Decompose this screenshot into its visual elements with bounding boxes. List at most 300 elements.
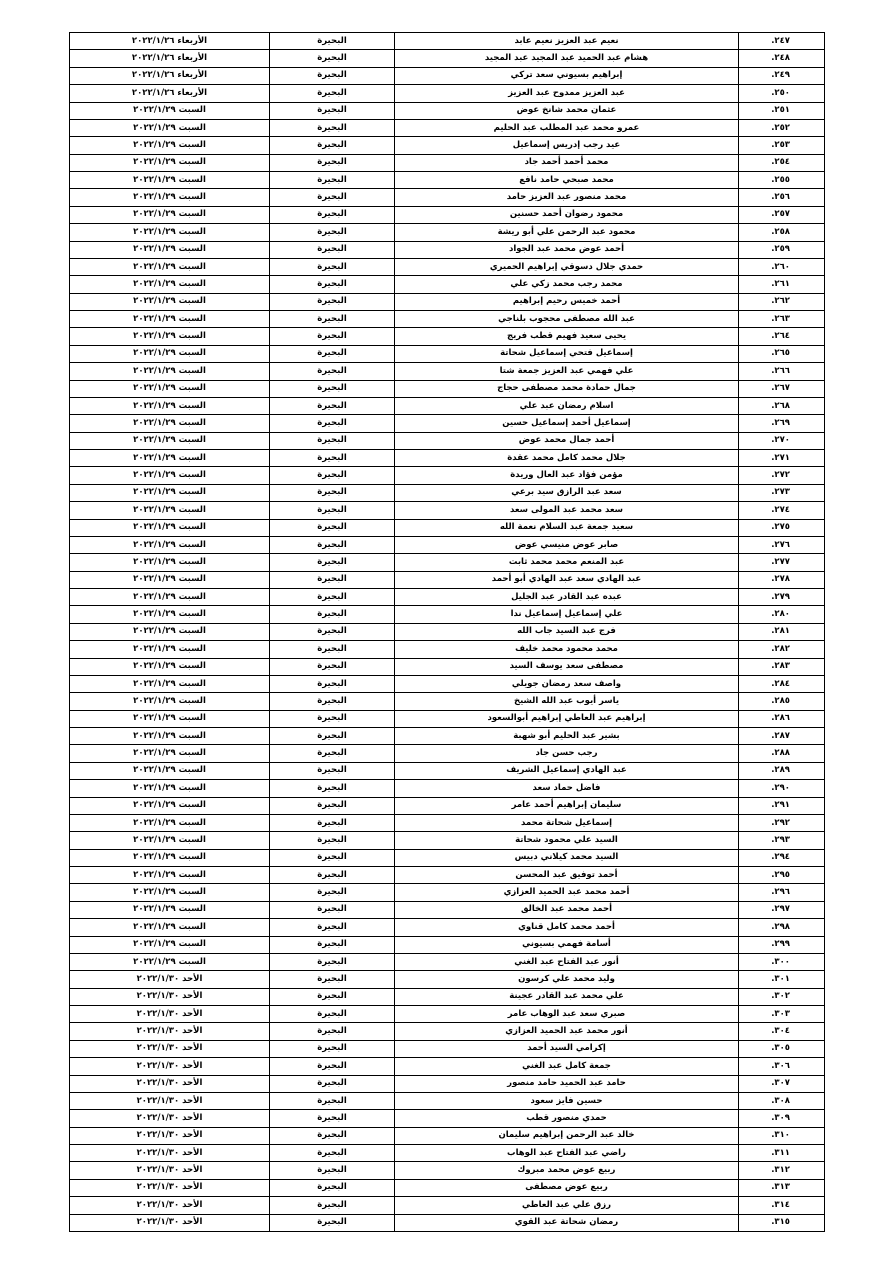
governorate-cell: البحيرة bbox=[270, 936, 395, 953]
name-cell: محمد أحمد أحمد جاد bbox=[395, 154, 739, 171]
name-cell: رزق علي عبد العاطي bbox=[395, 1197, 739, 1214]
governorate-cell: البحيرة bbox=[270, 345, 395, 362]
row-number-cell: ٢٩٣. bbox=[739, 832, 825, 849]
date-cell: السبت ٢٠٢٢/١/٢٩ bbox=[70, 345, 270, 362]
governorate-cell: البحيرة bbox=[270, 363, 395, 380]
governorate-cell: البحيرة bbox=[270, 832, 395, 849]
table-row bbox=[70, 206, 825, 223]
table-row bbox=[70, 1110, 825, 1127]
table-row bbox=[70, 884, 825, 901]
name-cell: هشام عبد الحميد عبد المجيد عبد المجيد bbox=[395, 50, 739, 67]
date-cell: السبت ٢٠٢٢/١/٢٩ bbox=[70, 536, 270, 553]
date-cell: السبت ٢٠٢٢/١/٢٩ bbox=[70, 154, 270, 171]
table-row bbox=[70, 641, 825, 658]
date-cell: السبت ٢٠٢٢/١/٢٩ bbox=[70, 415, 270, 432]
governorate-cell: البحيرة bbox=[270, 919, 395, 936]
date-cell: الأحد ٢٠٢٢/١/٣٠ bbox=[70, 1110, 270, 1127]
row-number-cell: ٣٠٧. bbox=[739, 1075, 825, 1092]
name-cell: محمد منصور عبد العزيز حامد bbox=[395, 189, 739, 206]
row-number-cell: ٣٠٩. bbox=[739, 1110, 825, 1127]
name-cell: راضي عبد الفتاح عبد الوهاب bbox=[395, 1145, 739, 1162]
date-cell: الأحد ٢٠٢٢/١/٣٠ bbox=[70, 1006, 270, 1023]
name-cell: محمد رجب محمد زكي علي bbox=[395, 276, 739, 293]
date-cell: الأحد ٢٠٢٢/١/٣٠ bbox=[70, 1040, 270, 1057]
date-cell: السبت ٢٠٢٢/١/٢٩ bbox=[70, 658, 270, 675]
table-row bbox=[70, 241, 825, 258]
name-cell: أحمد خميس رحيم إبراهيم bbox=[395, 293, 739, 310]
date-cell: الأحد ٢٠٢٢/١/٣٠ bbox=[70, 1214, 270, 1231]
records-table bbox=[69, 32, 825, 1232]
governorate-cell: البحيرة bbox=[270, 311, 395, 328]
row-number-cell: ٣٠٨. bbox=[739, 1092, 825, 1109]
name-cell: رمضان شحاتة عبد القوي bbox=[395, 1214, 739, 1231]
table-row bbox=[70, 172, 825, 189]
name-cell: سعد محمد عبد المولى سعد bbox=[395, 502, 739, 519]
date-cell: السبت ٢٠٢٢/١/٢٩ bbox=[70, 797, 270, 814]
row-number-cell: ٢٥٠. bbox=[739, 85, 825, 102]
table-row bbox=[70, 293, 825, 310]
governorate-cell: البحيرة bbox=[270, 1023, 395, 1040]
date-cell: السبت ٢٠٢٢/١/٢٩ bbox=[70, 311, 270, 328]
table-row bbox=[70, 137, 825, 154]
governorate-cell: البحيرة bbox=[270, 33, 395, 50]
row-number-cell: ٢٦٦. bbox=[739, 363, 825, 380]
name-cell: عبده عبد القادر عبد الجليل bbox=[395, 589, 739, 606]
date-cell: السبت ٢٠٢٢/١/٢٩ bbox=[70, 814, 270, 831]
governorate-cell: البحيرة bbox=[270, 258, 395, 275]
name-cell: خالد عبد الرحمن إبراهيم سليمان bbox=[395, 1127, 739, 1144]
row-number-cell: ٢٧٦. bbox=[739, 536, 825, 553]
name-cell: وليد محمد علي كرسون bbox=[395, 971, 739, 988]
name-cell: حسين فايز سعود bbox=[395, 1092, 739, 1109]
name-cell: مؤمن فؤاد عبد العال وريدة bbox=[395, 467, 739, 484]
date-cell: الأحد ٢٠٢٢/١/٣٠ bbox=[70, 1162, 270, 1179]
date-cell: السبت ٢٠٢٢/١/٢٩ bbox=[70, 258, 270, 275]
date-cell: السبت ٢٠٢٢/١/٢٩ bbox=[70, 432, 270, 449]
date-cell: السبت ٢٠٢٢/١/٢٩ bbox=[70, 571, 270, 588]
row-number-cell: ٢٤٧. bbox=[739, 33, 825, 50]
row-number-cell: ٣٠٦. bbox=[739, 1058, 825, 1075]
date-cell: السبت ٢٠٢٢/١/٢٩ bbox=[70, 363, 270, 380]
governorate-cell: البحيرة bbox=[270, 641, 395, 658]
name-cell: علي فهمي عبد العزيز جمعة شتا bbox=[395, 363, 739, 380]
table-row bbox=[70, 189, 825, 206]
table-row bbox=[70, 814, 825, 831]
governorate-cell: البحيرة bbox=[270, 293, 395, 310]
name-cell: علي محمد عبد القادر عجينة bbox=[395, 988, 739, 1005]
name-cell: السيد علي محمود شحاتة bbox=[395, 832, 739, 849]
table-row bbox=[70, 623, 825, 640]
date-cell: السبت ٢٠٢٢/١/٢٩ bbox=[70, 849, 270, 866]
date-cell: الأحد ٢٠٢٢/١/٣٠ bbox=[70, 1058, 270, 1075]
row-number-cell: ٢٨٣. bbox=[739, 658, 825, 675]
table-row bbox=[70, 606, 825, 623]
date-cell: السبت ٢٠٢٢/١/٢٩ bbox=[70, 224, 270, 241]
name-cell: محمد محمود محمد خليف bbox=[395, 641, 739, 658]
governorate-cell: البحيرة bbox=[270, 380, 395, 397]
table-row bbox=[70, 345, 825, 362]
date-cell: السبت ٢٠٢٢/١/٢٩ bbox=[70, 189, 270, 206]
name-cell: صبري سعد عبد الوهاب عامر bbox=[395, 1006, 739, 1023]
governorate-cell: البحيرة bbox=[270, 224, 395, 241]
row-number-cell: ٢٧٢. bbox=[739, 467, 825, 484]
date-cell: السبت ٢٠٢٢/١/٢٩ bbox=[70, 293, 270, 310]
governorate-cell: البحيرة bbox=[270, 797, 395, 814]
table-row bbox=[70, 693, 825, 710]
name-cell: أحمد توفيق عبد المحسن bbox=[395, 867, 739, 884]
date-cell: السبت ٢٠٢٢/١/٢٩ bbox=[70, 762, 270, 779]
table-row bbox=[70, 658, 825, 675]
governorate-cell: البحيرة bbox=[270, 971, 395, 988]
name-cell: إبراهيم بسيوني سعد تركي bbox=[395, 67, 739, 84]
table-row bbox=[70, 224, 825, 241]
governorate-cell: البحيرة bbox=[270, 276, 395, 293]
row-number-cell: ٢٦٢. bbox=[739, 293, 825, 310]
governorate-cell: البحيرة bbox=[270, 762, 395, 779]
name-cell: أحمد محمد كامل قناوي bbox=[395, 919, 739, 936]
governorate-cell: البحيرة bbox=[270, 1006, 395, 1023]
governorate-cell: البحيرة bbox=[270, 1179, 395, 1196]
date-cell: السبت ٢٠٢٢/١/٢٩ bbox=[70, 276, 270, 293]
table-row bbox=[70, 710, 825, 727]
name-cell: أحمد محمد عبد الخالق bbox=[395, 901, 739, 918]
row-number-cell: ٢٩٩. bbox=[739, 936, 825, 953]
table-row bbox=[70, 519, 825, 536]
name-cell: حامد عبد الحميد حامد منصور bbox=[395, 1075, 739, 1092]
name-cell: صابر عوض منيسي عوض bbox=[395, 536, 739, 553]
row-number-cell: ٢٥٩. bbox=[739, 241, 825, 258]
name-cell: جمال حمادة محمد مصطفى حجاج bbox=[395, 380, 739, 397]
governorate-cell: البحيرة bbox=[270, 67, 395, 84]
date-cell: الأربعاء ٢٠٢٢/١/٢٦ bbox=[70, 33, 270, 50]
name-cell: إسماعيل أحمد إسماعيل حسين bbox=[395, 415, 739, 432]
name-cell: أنور عبد الفتاح عبد الغني bbox=[395, 953, 739, 970]
table-row bbox=[70, 1179, 825, 1196]
governorate-cell: البحيرة bbox=[270, 901, 395, 918]
name-cell: محمود عبد الرحمن علي أبو ريشة bbox=[395, 224, 739, 241]
name-cell: عيد رجب إدريس إسماعيل bbox=[395, 137, 739, 154]
name-cell: السيد محمد كيلاني دبيس bbox=[395, 849, 739, 866]
name-cell: إكرامي السيد أحمد bbox=[395, 1040, 739, 1057]
governorate-cell: البحيرة bbox=[270, 1058, 395, 1075]
governorate-cell: البحيرة bbox=[270, 554, 395, 571]
date-cell: السبت ٢٠٢٢/١/٢٩ bbox=[70, 241, 270, 258]
name-cell: ياسر أيوب عبد الله الشيخ bbox=[395, 693, 739, 710]
name-cell: محمود رضوان أحمد حسنين bbox=[395, 206, 739, 223]
name-cell: إسماعيل شحاتة محمد bbox=[395, 814, 739, 831]
date-cell: الأحد ٢٠٢٢/١/٣٠ bbox=[70, 1145, 270, 1162]
name-cell: أحمد عوض محمد عبد الجواد bbox=[395, 241, 739, 258]
date-cell: السبت ٢٠٢٢/١/٢٩ bbox=[70, 606, 270, 623]
name-cell: ربيع عوض محمد مبروك bbox=[395, 1162, 739, 1179]
name-cell: واصف سعد رمضان جويلي bbox=[395, 675, 739, 692]
governorate-cell: البحيرة bbox=[270, 502, 395, 519]
date-cell: السبت ٢٠٢٢/١/٢٩ bbox=[70, 710, 270, 727]
governorate-cell: البحيرة bbox=[270, 675, 395, 692]
row-number-cell: ٣١٥. bbox=[739, 1214, 825, 1231]
row-number-cell: ٣٠٠. bbox=[739, 953, 825, 970]
document-sheet bbox=[69, 32, 824, 1232]
date-cell: السبت ٢٠٢٢/١/٢٩ bbox=[70, 641, 270, 658]
governorate-cell: البحيرة bbox=[270, 1127, 395, 1144]
name-cell: رجب حسن جاد bbox=[395, 745, 739, 762]
name-cell: عمرو محمد عبد المطلب عبد الحليم bbox=[395, 119, 739, 136]
name-cell: عبد الهادي إسماعيل الشريف bbox=[395, 762, 739, 779]
table-row bbox=[70, 762, 825, 779]
row-number-cell: ٢٨٦. bbox=[739, 710, 825, 727]
date-cell: السبت ٢٠٢٢/١/٢٩ bbox=[70, 745, 270, 762]
table-row bbox=[70, 1162, 825, 1179]
date-cell: السبت ٢٠٢٢/١/٢٩ bbox=[70, 380, 270, 397]
name-cell: سعيد جمعة عبد السلام نعمة الله bbox=[395, 519, 739, 536]
row-number-cell: ٢٨٠. bbox=[739, 606, 825, 623]
date-cell: السبت ٢٠٢٢/١/٢٩ bbox=[70, 502, 270, 519]
governorate-cell: البحيرة bbox=[270, 154, 395, 171]
name-cell: عبد العزيز ممدوح عبد العزيز bbox=[395, 85, 739, 102]
table-row bbox=[70, 328, 825, 345]
date-cell: السبت ٢٠٢٢/١/٢٩ bbox=[70, 728, 270, 745]
name-cell: عبد المنعم محمد محمد ثابت bbox=[395, 554, 739, 571]
date-cell: السبت ٢٠٢٢/١/٢٩ bbox=[70, 936, 270, 953]
date-cell: الأحد ٢٠٢٢/١/٣٠ bbox=[70, 988, 270, 1005]
name-cell: فرج عبد السيد جاب الله bbox=[395, 623, 739, 640]
row-number-cell: ٢٩٠. bbox=[739, 780, 825, 797]
table-row bbox=[70, 1006, 825, 1023]
name-cell: أحمد جمال محمد عوض bbox=[395, 432, 739, 449]
governorate-cell: البحيرة bbox=[270, 693, 395, 710]
table-row bbox=[70, 797, 825, 814]
table-row bbox=[70, 85, 825, 102]
table-row bbox=[70, 780, 825, 797]
table-row bbox=[70, 50, 825, 67]
date-cell: الأحد ٢٠٢٢/١/٣٠ bbox=[70, 1179, 270, 1196]
governorate-cell: البحيرة bbox=[270, 519, 395, 536]
table-row bbox=[70, 276, 825, 293]
governorate-cell: البحيرة bbox=[270, 728, 395, 745]
row-number-cell: ٢٤٨. bbox=[739, 50, 825, 67]
table-row bbox=[70, 467, 825, 484]
table-row bbox=[70, 1127, 825, 1144]
table-row bbox=[70, 1145, 825, 1162]
row-number-cell: ٣١٤. bbox=[739, 1197, 825, 1214]
row-number-cell: ٢٩٢. bbox=[739, 814, 825, 831]
row-number-cell: ٢٧٥. bbox=[739, 519, 825, 536]
name-cell: عبد الله مصطفى محجوب بلناجي bbox=[395, 311, 739, 328]
row-number-cell: ٣١٣. bbox=[739, 1179, 825, 1196]
governorate-cell: البحيرة bbox=[270, 589, 395, 606]
governorate-cell: البحيرة bbox=[270, 102, 395, 119]
table-row bbox=[70, 258, 825, 275]
row-number-cell: ٢٨٢. bbox=[739, 641, 825, 658]
date-cell: السبت ٢٠٢٢/١/٢٩ bbox=[70, 780, 270, 797]
governorate-cell: البحيرة bbox=[270, 1110, 395, 1127]
governorate-cell: البحيرة bbox=[270, 814, 395, 831]
row-number-cell: ٢٧٩. bbox=[739, 589, 825, 606]
governorate-cell: البحيرة bbox=[270, 450, 395, 467]
table-row bbox=[70, 397, 825, 414]
row-number-cell: ٣٠٢. bbox=[739, 988, 825, 1005]
governorate-cell: البحيرة bbox=[270, 328, 395, 345]
date-cell: السبت ٢٠٢٢/١/٢٩ bbox=[70, 137, 270, 154]
row-number-cell: ٢٩٥. bbox=[739, 867, 825, 884]
name-cell: عثمان محمد شانخ عوض bbox=[395, 102, 739, 119]
row-number-cell: ٢٦٧. bbox=[739, 380, 825, 397]
row-number-cell: ٢٩٨. bbox=[739, 919, 825, 936]
row-number-cell: ٢٨٧. bbox=[739, 728, 825, 745]
date-cell: السبت ٢٠٢٢/١/٢٩ bbox=[70, 919, 270, 936]
table-row bbox=[70, 728, 825, 745]
table-row bbox=[70, 119, 825, 136]
table-row bbox=[70, 432, 825, 449]
row-number-cell: ٢٨١. bbox=[739, 623, 825, 640]
row-number-cell: ٢٩٦. bbox=[739, 884, 825, 901]
date-cell: السبت ٢٠٢٢/١/٢٩ bbox=[70, 102, 270, 119]
table-row bbox=[70, 102, 825, 119]
row-number-cell: ٣١١. bbox=[739, 1145, 825, 1162]
date-cell: السبت ٢٠٢٢/١/٢٩ bbox=[70, 867, 270, 884]
row-number-cell: ٣٠٤. bbox=[739, 1023, 825, 1040]
table-row bbox=[70, 745, 825, 762]
name-cell: اسلام رمضان عبد علي bbox=[395, 397, 739, 414]
row-number-cell: ٢٧٣. bbox=[739, 484, 825, 501]
name-cell: جلال محمد كامل محمد عقدة bbox=[395, 450, 739, 467]
date-cell: الأحد ٢٠٢٢/١/٣٠ bbox=[70, 1075, 270, 1092]
row-number-cell: ٢٥٣. bbox=[739, 137, 825, 154]
row-number-cell: ٢٥٧. bbox=[739, 206, 825, 223]
governorate-cell: البحيرة bbox=[270, 1145, 395, 1162]
governorate-cell: البحيرة bbox=[270, 1162, 395, 1179]
name-cell: علي إسماعيل إسماعيل ندا bbox=[395, 606, 739, 623]
table-row bbox=[70, 33, 825, 50]
date-cell: السبت ٢٠٢٢/١/٢٩ bbox=[70, 675, 270, 692]
table-row bbox=[70, 450, 825, 467]
date-cell: السبت ٢٠٢٢/١/٢٩ bbox=[70, 901, 270, 918]
table-row bbox=[70, 971, 825, 988]
governorate-cell: البحيرة bbox=[270, 710, 395, 727]
name-cell: حمدي جلال دسوقي إبراهيم الحميري bbox=[395, 258, 739, 275]
governorate-cell: البحيرة bbox=[270, 988, 395, 1005]
row-number-cell: ٢٩٧. bbox=[739, 901, 825, 918]
date-cell: الأحد ٢٠٢٢/١/٣٠ bbox=[70, 1092, 270, 1109]
governorate-cell: البحيرة bbox=[270, 780, 395, 797]
name-cell: سعد عبد الرازق سيد برعي bbox=[395, 484, 739, 501]
row-number-cell: ٢٧٤. bbox=[739, 502, 825, 519]
date-cell: السبت ٢٠٢٢/١/٢٩ bbox=[70, 953, 270, 970]
date-cell: الأحد ٢٠٢٢/١/٣٠ bbox=[70, 971, 270, 988]
row-number-cell: ٢٥١. bbox=[739, 102, 825, 119]
row-number-cell: ٢٦٥. bbox=[739, 345, 825, 362]
table-row bbox=[70, 554, 825, 571]
table-row bbox=[70, 832, 825, 849]
governorate-cell: البحيرة bbox=[270, 415, 395, 432]
governorate-cell: البحيرة bbox=[270, 606, 395, 623]
row-number-cell: ٢٧٨. bbox=[739, 571, 825, 588]
date-cell: السبت ٢٠٢٢/١/٢٩ bbox=[70, 693, 270, 710]
governorate-cell: البحيرة bbox=[270, 119, 395, 136]
table-row bbox=[70, 1075, 825, 1092]
row-number-cell: ٣٠٣. bbox=[739, 1006, 825, 1023]
row-number-cell: ٢٥٤. bbox=[739, 154, 825, 171]
name-cell: نعيم عبد العزيز نعيم عابد bbox=[395, 33, 739, 50]
date-cell: السبت ٢٠٢٢/١/٢٩ bbox=[70, 519, 270, 536]
date-cell: الأربعاء ٢٠٢٢/١/٢٦ bbox=[70, 50, 270, 67]
table-row bbox=[70, 867, 825, 884]
date-cell: السبت ٢٠٢٢/١/٢٩ bbox=[70, 623, 270, 640]
date-cell: السبت ٢٠٢٢/١/٢٩ bbox=[70, 172, 270, 189]
name-cell: مصطفى سعد يوسف السيد bbox=[395, 658, 739, 675]
row-number-cell: ٢٧١. bbox=[739, 450, 825, 467]
name-cell: جمعة كامل عبد الغني bbox=[395, 1058, 739, 1075]
governorate-cell: البحيرة bbox=[270, 953, 395, 970]
governorate-cell: البحيرة bbox=[270, 536, 395, 553]
table-row bbox=[70, 936, 825, 953]
date-cell: السبت ٢٠٢٢/١/٢٩ bbox=[70, 884, 270, 901]
date-cell: الأحد ٢٠٢٢/١/٣٠ bbox=[70, 1197, 270, 1214]
row-number-cell: ٣٠٥. bbox=[739, 1040, 825, 1057]
row-number-cell: ٣١٠. bbox=[739, 1127, 825, 1144]
table-row bbox=[70, 675, 825, 692]
governorate-cell: البحيرة bbox=[270, 1092, 395, 1109]
date-cell: الأربعاء ٢٠٢٢/١/٢٦ bbox=[70, 85, 270, 102]
governorate-cell: البحيرة bbox=[270, 206, 395, 223]
governorate-cell: البحيرة bbox=[270, 189, 395, 206]
governorate-cell: البحيرة bbox=[270, 884, 395, 901]
governorate-cell: البحيرة bbox=[270, 50, 395, 67]
table-row bbox=[70, 1214, 825, 1231]
name-cell: أنور محمد عبد الحميد العزازي bbox=[395, 1023, 739, 1040]
table-row bbox=[70, 154, 825, 171]
table-row bbox=[70, 415, 825, 432]
row-number-cell: ٢٧٠. bbox=[739, 432, 825, 449]
name-cell: محمد صبحي حامد نافع bbox=[395, 172, 739, 189]
date-cell: السبت ٢٠٢٢/١/٢٩ bbox=[70, 589, 270, 606]
date-cell: الأحد ٢٠٢٢/١/٣٠ bbox=[70, 1023, 270, 1040]
table-row bbox=[70, 953, 825, 970]
governorate-cell: البحيرة bbox=[270, 137, 395, 154]
name-cell: حمدي منصور قطب bbox=[395, 1110, 739, 1127]
row-number-cell: ٢٦١. bbox=[739, 276, 825, 293]
governorate-cell: البحيرة bbox=[270, 571, 395, 588]
name-cell: ربيع عوض مصطفى bbox=[395, 1179, 739, 1196]
row-number-cell: ٢٨٥. bbox=[739, 693, 825, 710]
name-cell: بشير عبد الحليم أبو شهبة bbox=[395, 728, 739, 745]
table-row bbox=[70, 589, 825, 606]
table-row bbox=[70, 502, 825, 519]
date-cell: الأربعاء ٢٠٢٢/١/٢٦ bbox=[70, 67, 270, 84]
table-row bbox=[70, 1040, 825, 1057]
table-row bbox=[70, 919, 825, 936]
row-number-cell: ٢٦٤. bbox=[739, 328, 825, 345]
name-cell: أحمد محمد عبد الحميد العزازي bbox=[395, 884, 739, 901]
table-row bbox=[70, 1197, 825, 1214]
governorate-cell: البحيرة bbox=[270, 467, 395, 484]
row-number-cell: ٢٨٩. bbox=[739, 762, 825, 779]
date-cell: السبت ٢٠٢٢/١/٢٩ bbox=[70, 206, 270, 223]
date-cell: السبت ٢٠٢٢/١/٢٩ bbox=[70, 554, 270, 571]
table-row bbox=[70, 1092, 825, 1109]
governorate-cell: البحيرة bbox=[270, 849, 395, 866]
table-row bbox=[70, 363, 825, 380]
governorate-cell: البحيرة bbox=[270, 1197, 395, 1214]
row-number-cell: ٢٧٧. bbox=[739, 554, 825, 571]
row-number-cell: ٢٤٩. bbox=[739, 67, 825, 84]
row-number-cell: ٢٥٢. bbox=[739, 119, 825, 136]
table-row bbox=[70, 988, 825, 1005]
records-table-body bbox=[70, 33, 825, 1232]
date-cell: الأحد ٢٠٢٢/١/٣٠ bbox=[70, 1127, 270, 1144]
row-number-cell: ٢٩٤. bbox=[739, 849, 825, 866]
governorate-cell: البحيرة bbox=[270, 172, 395, 189]
